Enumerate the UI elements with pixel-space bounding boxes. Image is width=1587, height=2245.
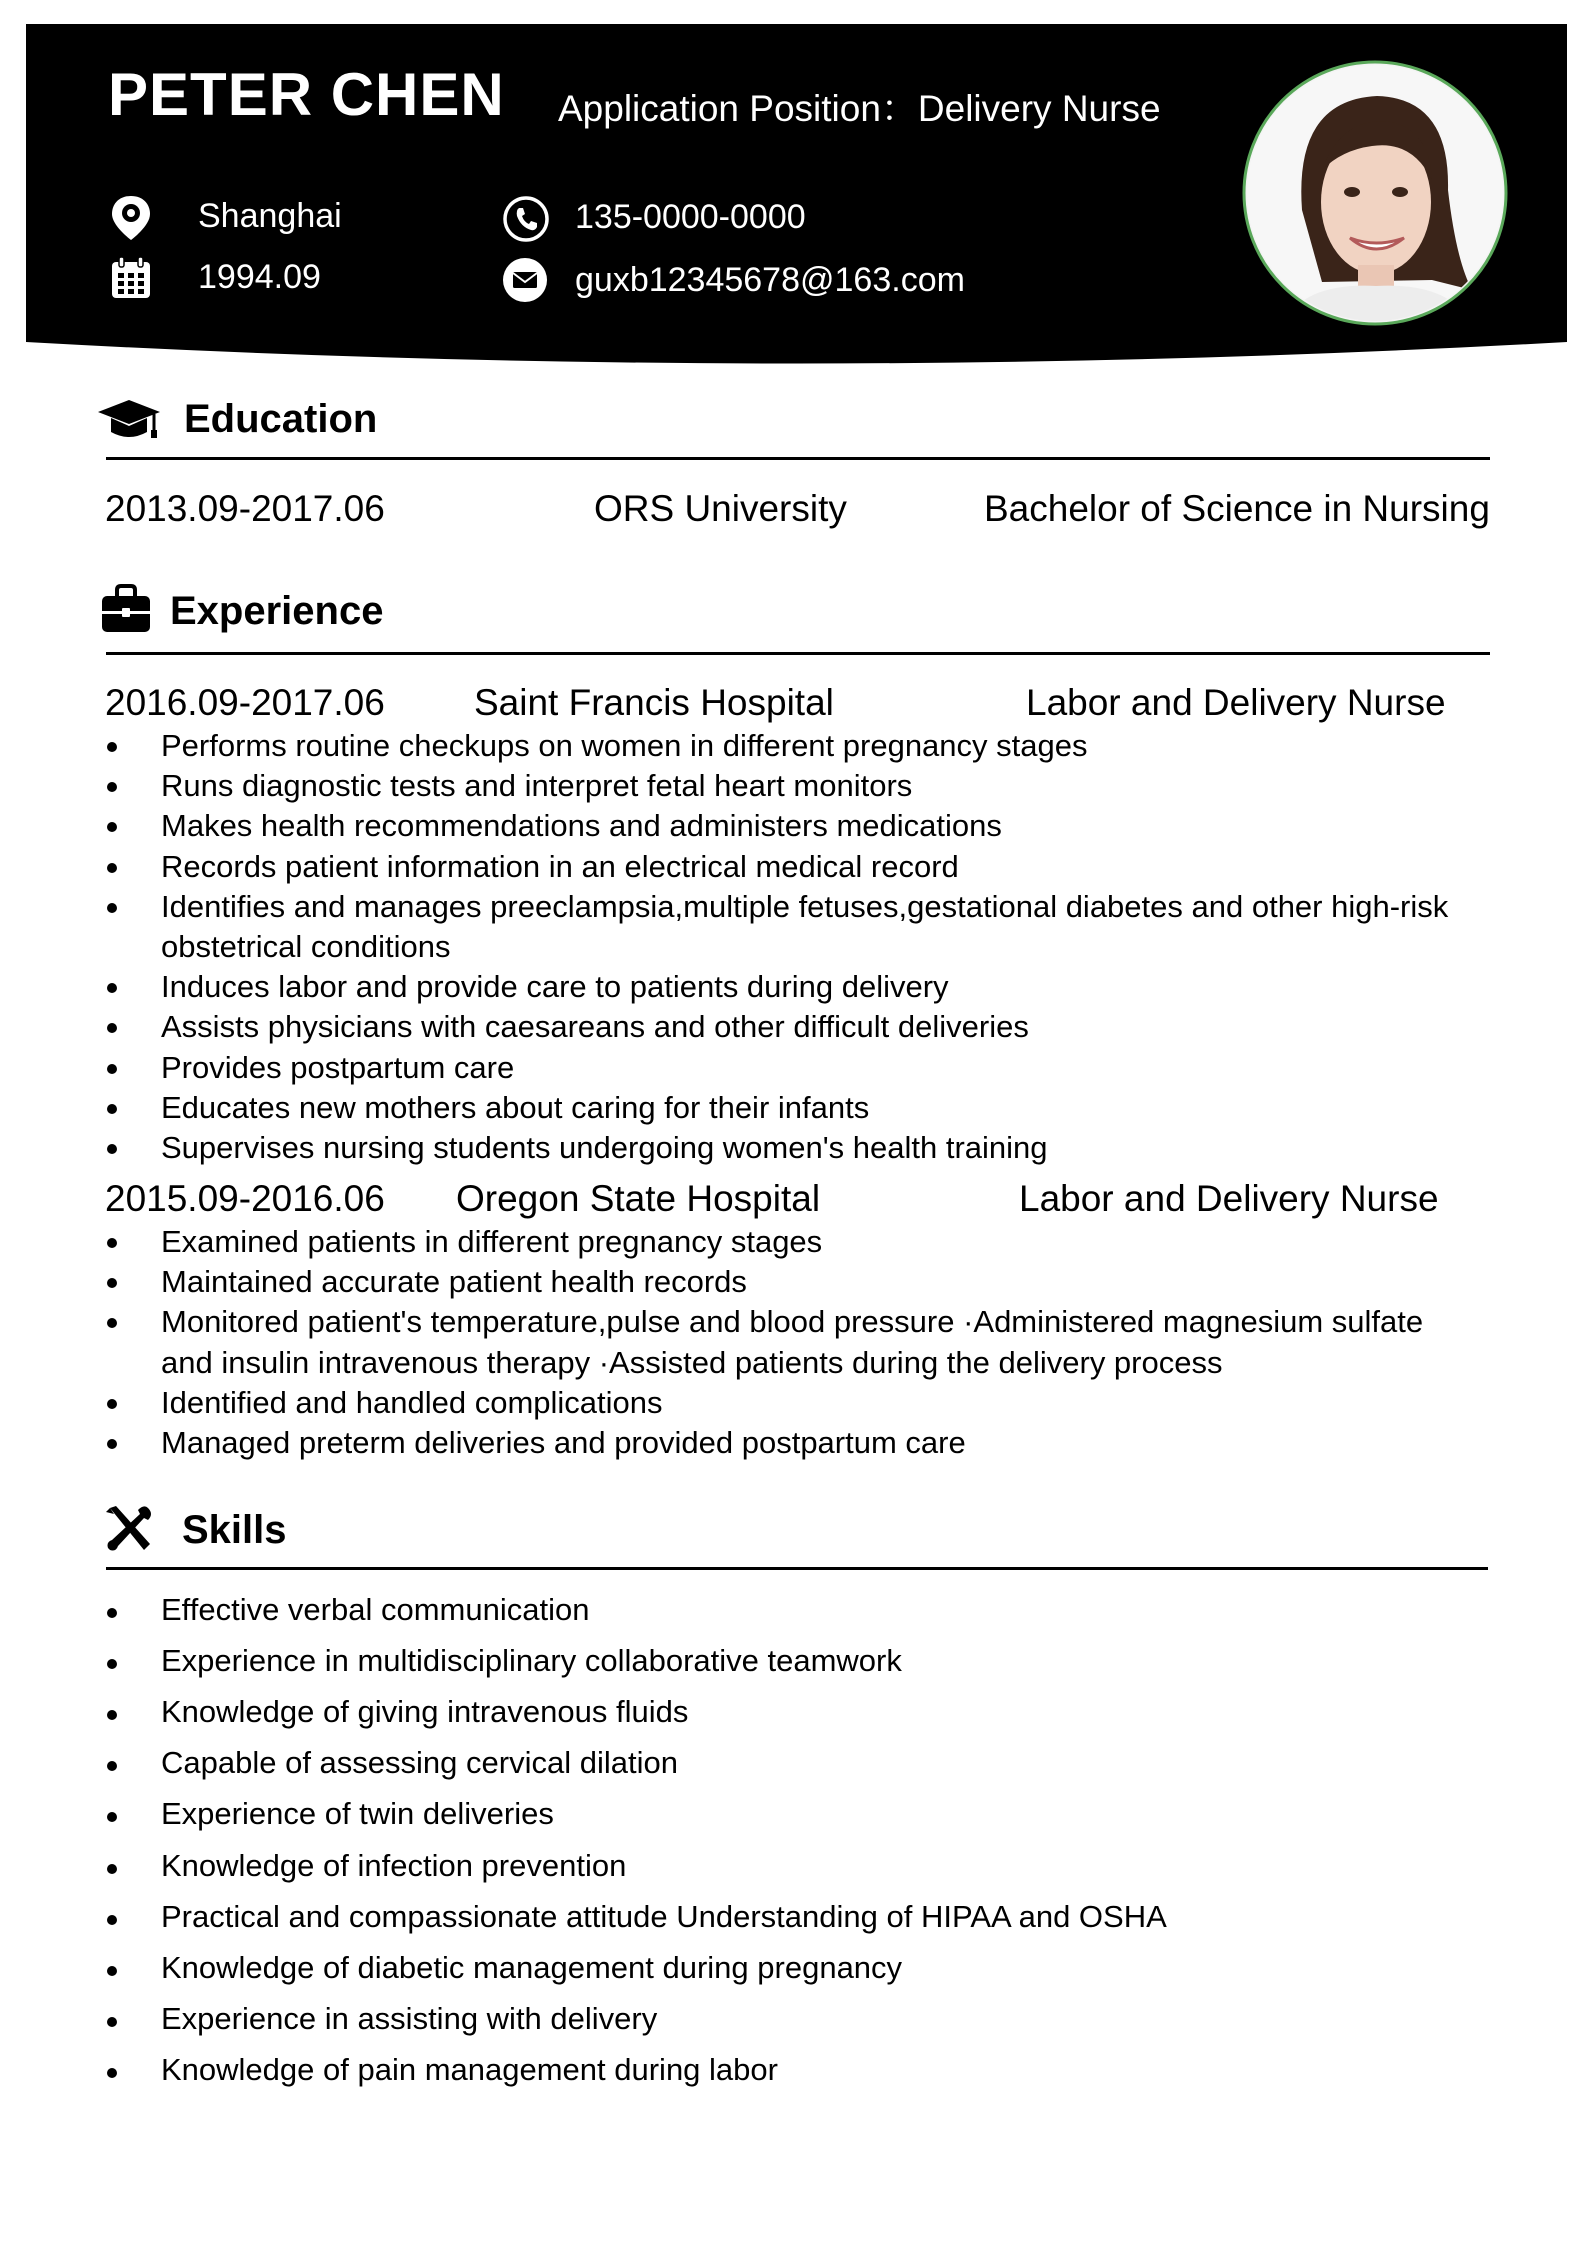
experience-bullet-text: Records patient information in an electrical medical record	[161, 848, 959, 884]
experience-bullet-text: Educates new mothers about caring for their infants	[161, 1089, 870, 1125]
bullet-dot	[107, 2068, 117, 2078]
experience-bullet-text: Monitored patient's temperature,pulse and blood pressure ·Administered magnesium sulfate	[161, 1304, 1424, 1340]
tools-icon	[104, 1504, 154, 1554]
education-divider	[106, 457, 1490, 460]
experience-bullet-text: Managed preterm deliveries and provided postpartum care	[161, 1425, 966, 1460]
experience-divider	[106, 652, 1490, 655]
experience-bullet-text: Provides postpartum care	[161, 1049, 515, 1085]
bullet-dot	[107, 782, 117, 792]
bullet-dot	[107, 1812, 117, 1822]
bullet-dot	[107, 1710, 117, 1720]
skill-item: Experience in multidisciplinary collaborative teamwork	[161, 1643, 902, 1679]
skill-item: Experience of twin deliveries	[161, 1796, 554, 1832]
bullet-dot	[107, 1399, 117, 1409]
bullet-dot	[107, 1915, 117, 1925]
skill-item: Knowledge of infection prevention	[161, 1847, 627, 1883]
bullet-dot	[107, 1064, 117, 1074]
experience-bullet-text: obstetrical conditions	[161, 929, 451, 964]
skill-item: Knowledge of diabetic management during pregnancy	[161, 1949, 903, 1985]
job-date: 2016.09-2017.06	[105, 682, 385, 723]
skill-item: Knowledge of pain management during labor	[161, 2051, 778, 2087]
job-date: 2015.09-2016.06	[105, 1178, 385, 1219]
experience-bullet-text: Supervises nursing students undergoing women's health training	[161, 1130, 1048, 1165]
experience-bullet-text: Runs diagnostic tests and interpret fetal heart monitors	[161, 768, 913, 804]
skills-divider	[106, 1567, 1488, 1570]
profile-photo	[1242, 60, 1508, 326]
bullet-dot	[107, 1966, 117, 1976]
skill-item: Experience in assisting with delivery	[161, 2000, 658, 2036]
bullet-dot	[107, 903, 117, 913]
experience-bullet-text: Maintained accurate patient health records	[161, 1264, 747, 1300]
experience-bullet-text: Makes health recommendations and administers medications	[161, 808, 1002, 844]
bullet-dot	[107, 2017, 117, 2027]
bullet-dot	[107, 1104, 117, 1114]
experience-section-title: Experience	[170, 589, 384, 633]
bullet-dot	[107, 1144, 117, 1154]
job-employer: Saint Francis Hospital	[474, 682, 834, 723]
experience-bullet-text: Examined patients in different pregnancy stages	[161, 1224, 823, 1259]
bullet-dot	[107, 1761, 117, 1771]
graduation-cap-icon	[96, 396, 162, 444]
experience-bullet-text: Performs routine checkups on women in different pregnancy stages	[161, 728, 1088, 763]
skills-section-title: Skills	[182, 1508, 287, 1552]
job-role: Labor and Delivery Nurse	[1019, 1178, 1439, 1219]
experience-bullet-text: and insulin intravenous therapy ·Assisted patients during the delivery process	[161, 1344, 1223, 1380]
bullet-dot	[107, 1608, 117, 1618]
education-section-title: Education	[184, 397, 378, 441]
bullet-dot	[107, 822, 117, 832]
skill-item: Capable of assessing cervical dilation	[161, 1745, 678, 1781]
experience-bullet-text: Induces labor and provide care to patients during delivery	[161, 969, 949, 1005]
skill-item: Knowledge of giving intravenous fluids	[161, 1694, 689, 1730]
experience-bullet-text: Identified and handled complications	[161, 1384, 663, 1420]
email-icon	[502, 257, 548, 303]
bullet-dot	[107, 1439, 117, 1449]
skill-item: Practical and compassionate attitude Understanding of HIPAA and OSHA	[161, 1898, 1167, 1934]
briefcase-icon	[100, 584, 152, 636]
phone-text: 135-0000-0000	[575, 198, 806, 236]
skill-item: Effective verbal communication	[161, 1592, 590, 1627]
email-text: guxb12345678@163.com	[575, 261, 965, 299]
candidate-name: PETER CHEN	[108, 61, 505, 128]
bullet-dot	[107, 1238, 117, 1248]
bullet-dot	[107, 1023, 117, 1033]
location-text: Shanghai	[198, 197, 342, 235]
bullet-dot	[107, 1864, 117, 1874]
education-date: 2013.09-2017.06	[105, 488, 385, 529]
calendar-icon	[110, 256, 152, 300]
job-role: Labor and Delivery Nurse	[1026, 682, 1446, 723]
experience-bullet-text: Identifies and manages preeclampsia,multiple fetuses,gestational diabetes and other high-risk	[161, 888, 1449, 924]
bullet-dot	[107, 1318, 117, 1328]
education-school: ORS University	[594, 488, 847, 529]
bullet-dot	[107, 863, 117, 873]
bullet-dot	[107, 742, 117, 752]
bullet-dot	[107, 1659, 117, 1669]
bullet-dot	[107, 983, 117, 993]
education-degree: Bachelor of Science in Nursing	[984, 488, 1490, 529]
birth-date-text: 1994.09	[198, 258, 321, 296]
application-position: Application Position：Delivery Nurse	[558, 88, 1161, 129]
bullet-dot	[107, 1278, 117, 1288]
phone-icon	[502, 195, 550, 243]
experience-bullet-text: Assists physicians with caesareans and other difficult deliveries	[161, 1009, 1029, 1045]
job-employer: Oregon State Hospital	[456, 1178, 821, 1219]
location-pin-icon	[106, 192, 156, 244]
